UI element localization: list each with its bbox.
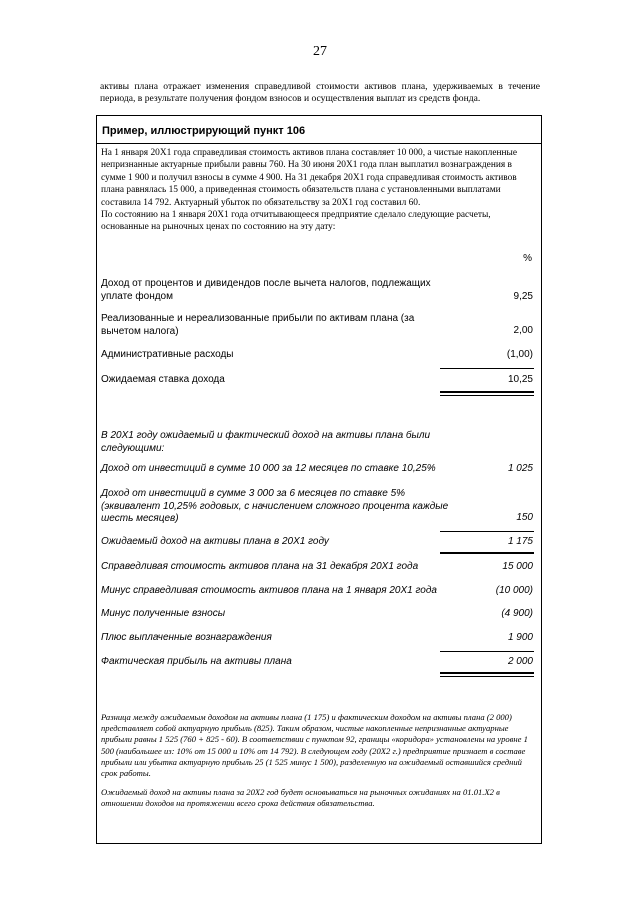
income-value: 15 000 xyxy=(502,561,533,572)
example-paragraph-1: На 1 января 20Х1 года справедливая стоимость активов плана составляет 10 000, а чистые накопленные непризнанные актуарные прибыли равны 760. На 30 июня 20Х1 года план выплатил вознаграждения в сумме 1 900 и получил взносы в сумме 4 900. На 31 декабря 20Х1 года справедливая стоимость активов плана равнялась 15 000, а приведенная стоимость обязательств плана с установленными выплатами составила 14 792. Актуарный убыток по обязательству за 20Х1 год составил 60. xyxy=(101,148,517,208)
income-label: Фактическая прибыль на активы плана xyxy=(101,656,292,667)
note-paragraph-2: Ожидаемый доход на активы плана за 20Х2 год будет основываться на рыночных ожиданиях на 01.01.Х2 в отношении доходов на протяжении всего срока действия обязательства. xyxy=(101,787,500,809)
double-rule xyxy=(440,552,534,554)
income-label: Справедливая стоимость активов плана на 31 декабря 20Х1 года xyxy=(101,561,419,572)
income-value: 150 xyxy=(516,512,533,523)
rate-label: Ожидаемая ставка дохода xyxy=(101,374,225,385)
income-label: Плюс выплаченные вознаграждения xyxy=(101,632,272,643)
income-label: Ожидаемый доход на активы плана в 20Х1 году xyxy=(101,536,329,547)
title-divider xyxy=(96,143,542,144)
rate-value: 10,25 xyxy=(507,374,533,385)
rate-value: (1,00) xyxy=(506,349,533,360)
example-paragraph-2: По состоянию на 1 января 20Х1 года отчитывающееся предприятие сделало следующие расчеты, основанные на рыночных ценах по состоянию на эту дату: xyxy=(101,210,491,233)
income-value: (10 000) xyxy=(495,585,533,596)
income-label: Минус полученные взносы xyxy=(101,608,226,619)
income-label: Доход от инвестиций в сумме 10 000 за 12 месяцев по ставке 10,25% xyxy=(101,463,436,474)
total-rule xyxy=(440,651,534,652)
income-label: Минус справедливая стоимость активов плана на 1 января 20Х1 года xyxy=(101,585,437,596)
double-rule xyxy=(440,391,534,393)
double-rule xyxy=(440,676,534,677)
example-title: Пример, иллюстрирующий пункт 106 xyxy=(102,125,306,137)
subtotal-rule xyxy=(440,531,534,532)
rate-label: Реализованные и нереализованные прибыли по активам плана (за вычетом налога) xyxy=(101,313,415,337)
double-rule xyxy=(440,672,534,674)
rate-label: Доход от процентов и дивидендов после вычета налогов, подлежащих уплате фондом xyxy=(101,278,431,302)
income-value: 1 025 xyxy=(507,463,533,474)
income-intro: В 20Х1 году ожидаемый и фактический доход на активы плана были следующими: xyxy=(101,430,431,454)
double-rule xyxy=(440,395,534,396)
rate-value: 9,25 xyxy=(513,291,533,302)
note-paragraph-1: Разница между ожидаемым доходом на активы плана (1 175) и фактическим доходом на активы плана (2 000) представляет собой актуарную прибыль (825). Таким образом, чистые накопленные непризнанные актуарные прибыли равны 1 525 (760 + 825 - 60). В соответствии с пунктом 92, границы «коридора» установлены на уровне 1 500 (наибольшее из: 10% от 15 000 и 10% от 14 792). В следующем году (20Х2 г.) предприятие признает в составе прибыли или убытка актуарную прибыль 25 (1 525 минус 1 500), разделенную на ожидаемый оставшийся средний срок работы. xyxy=(101,712,528,779)
income-value: 2 000 xyxy=(507,656,533,667)
percent-header: % xyxy=(523,253,532,264)
rate-label: Административные расходы xyxy=(101,349,234,360)
income-value: (4 900) xyxy=(501,608,533,619)
rate-value: 2,00 xyxy=(513,325,533,336)
total-rule xyxy=(440,368,534,369)
income-value: 1 175 xyxy=(507,536,533,547)
income-label: Доход от инвестиций в сумме 3 000 за 6 месяцев по ставке 5% (эквивалент 10,25% годовых, с начислением сложного процента каждые шесть месяцев) xyxy=(101,488,449,524)
page-number: 27 xyxy=(313,44,327,59)
income-value: 1 900 xyxy=(507,632,533,643)
intro-paragraph: активы плана отражает изменения справедливой стоимости активов плана, удерживаемых в течение периода, в результате получения фондом взносов и осуществления выплат из средств фонда. xyxy=(100,81,540,104)
